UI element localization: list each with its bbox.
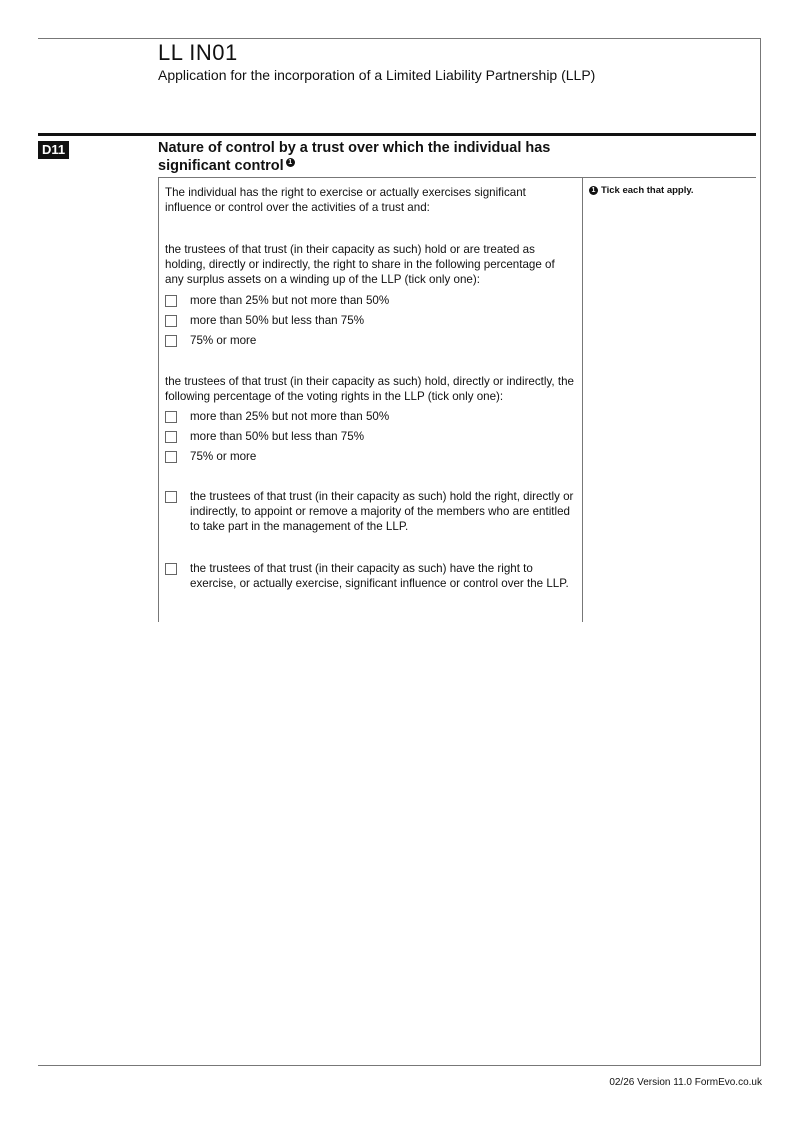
checkbox[interactable] [165,315,177,327]
option-label: more than 25% but not more than 50% [190,294,390,307]
checkbox[interactable] [165,563,177,575]
form-title: Application for the incorporation of a Limited Liability Partnership (LLP) [158,67,596,83]
significant-influence-option[interactable] [165,561,575,591]
group1-option[interactable] [165,293,575,308]
side-note-rule [582,177,756,178]
info-icon: 1 [589,186,598,195]
option-label: more than 25% but not more than 50% [190,410,390,423]
group1-text: the trustees of that trust (in their capacity as such) hold or are treated as holding, directly or indirectly, the right to share in the following percentage of any surplus assets on a winding up of the LLP (tick only one): [165,243,555,286]
group1-option[interactable] [165,333,575,348]
group2-option[interactable] [165,429,575,444]
form-code: LL IN01 [158,40,238,65]
checkbox[interactable] [165,335,177,347]
option-label: the trustees of that trust (in their capacity as such) have the right to exercise, or actually exercise, significant influence or control over the LLP. [190,562,569,590]
appoint-remove-option[interactable] [165,489,575,534]
group2-text: the trustees of that trust (in their capacity as such) hold, directly or indirectly, the following percentage of the voting rights in the LLP (tick only one): [165,375,574,403]
right-border [760,38,761,1066]
option-label: the trustees of that trust (in their capacity as such) hold the right, directly or indirectly, to appoint or remove a majority of the members who are entitled to take part in the management of the LLP. [190,490,574,533]
option-label: more than 50% but less than 75% [190,314,365,327]
footer-version: 02/26 Version 11.0 FormEvo.co.uk [609,1077,762,1088]
top-rule [38,38,761,39]
section-tag: D11 [38,141,69,159]
section-title [158,139,578,175]
group2-option[interactable] [165,409,575,424]
form-box-top [158,177,588,178]
bottom-rule [38,1065,761,1066]
option-label: 75% or more [190,450,257,463]
side-note [589,185,694,196]
checkbox[interactable] [165,411,177,423]
form-box-left [158,177,159,622]
checkbox[interactable] [165,431,177,443]
section-rule [38,133,756,136]
group2-option[interactable] [165,449,575,464]
checkbox[interactable] [165,451,177,463]
section-title-text: Nature of control by a trust over which the individual has significant control [158,140,551,174]
group1-option[interactable] [165,313,575,328]
side-note-text: Tick each that apply. [601,185,694,196]
option-label: 75% or more [190,334,257,347]
option-label: more than 50% but less than 75% [190,430,365,443]
intro-text: The individual has the right to exercise or actually exercises significant influence or control over the activities of a trust and: [165,186,526,214]
checkbox[interactable] [165,295,177,307]
form-box-right [582,177,583,622]
checkbox[interactable] [165,491,177,503]
info-icon: 1 [286,158,295,167]
